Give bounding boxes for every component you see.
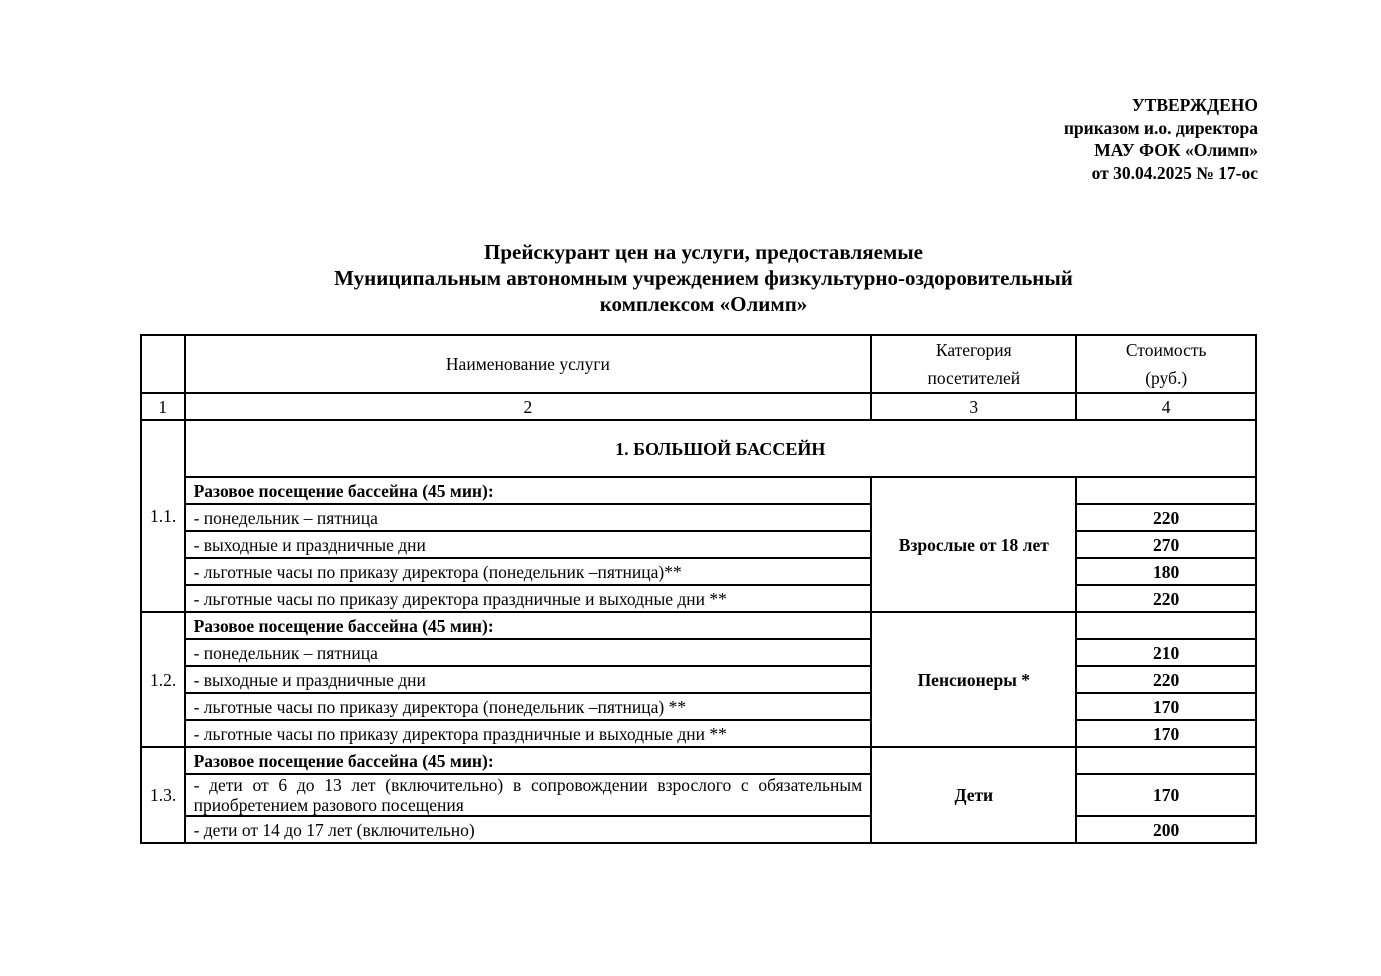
- table-row: [141, 585, 1256, 612]
- header-category-line-2: посетителей: [927, 368, 1021, 388]
- header-cost: [1076, 335, 1256, 393]
- group-category: Дети: [871, 747, 1076, 843]
- table-row: [141, 693, 1256, 720]
- table-row: [141, 639, 1256, 666]
- price-value: 270: [1076, 531, 1256, 558]
- price-cell-empty: [1076, 747, 1256, 774]
- price-value: 210: [1076, 639, 1256, 666]
- header-cost-line-1: Стоимость: [1125, 340, 1207, 360]
- column-number-4: 4: [1076, 393, 1256, 420]
- approval-line-2: приказом и.о. директора: [1063, 117, 1258, 138]
- column-number-2: 2: [185, 393, 872, 420]
- table-row: [141, 504, 1256, 531]
- service-name: - дети от 6 до 13 лет (включительно) в сопровождении взрослого с обязательным приобретением разового посещения: [185, 774, 872, 816]
- title-line-2: Муниципальным автономным учреждением физкультурно-оздоровительный: [334, 266, 1073, 290]
- price-table: [140, 334, 1257, 844]
- column-number-1: 1: [141, 393, 185, 420]
- price-value: 170: [1076, 774, 1256, 816]
- price-value: 220: [1076, 504, 1256, 531]
- service-name: - льготные часы по приказу директора (понедельник –пятница) **: [185, 693, 872, 720]
- table-row: [141, 747, 1256, 774]
- service-name: - понедельник – пятница: [185, 504, 872, 531]
- header-number-cell: [141, 335, 185, 393]
- table-row: [141, 531, 1256, 558]
- table-row: [141, 558, 1256, 585]
- group-number: 1.2.: [141, 612, 185, 747]
- group-heading: Разовое посещение бассейна (45 мин):: [185, 747, 872, 774]
- approval-line-3: МАУ ФОК «Олимп»: [1094, 140, 1258, 160]
- service-name: - льготные часы по приказу директора праздничные и выходные дни **: [185, 720, 872, 747]
- service-name: - понедельник – пятница: [185, 639, 872, 666]
- price-value: 200: [1076, 816, 1256, 843]
- header-service: Наименование услуги: [185, 335, 872, 393]
- approval-line-4: от 30.04.2025 № 17-ос: [1091, 162, 1258, 183]
- title-line-1: Прейскурант цен на услуги, предоставляемые: [483, 240, 923, 264]
- header-category: [871, 335, 1076, 393]
- service-name: - дети от 14 до 17 лет (включительно): [185, 816, 872, 843]
- table-row: [141, 666, 1256, 693]
- price-cell-empty: [1076, 612, 1256, 639]
- service-name: - выходные и праздничные дни: [185, 531, 872, 558]
- price-cell-empty: [1076, 477, 1256, 504]
- group-number: 1.1.: [141, 420, 185, 612]
- group-number: 1.3.: [141, 747, 185, 843]
- service-name: - льготные часы по приказу директора (понедельник –пятница)**: [185, 558, 872, 585]
- title-line-3: комплексом «Олимп»: [599, 292, 808, 316]
- column-number-3: 3: [871, 393, 1076, 420]
- column-number-row: [141, 393, 1256, 420]
- price-value: 170: [1076, 693, 1256, 720]
- price-value: 170: [1076, 720, 1256, 747]
- table-row: [141, 720, 1256, 747]
- group-heading: Разовое посещение бассейна (45 мин):: [185, 477, 872, 504]
- service-name: - льготные часы по приказу директора праздничные и выходные дни **: [185, 585, 872, 612]
- section-row: [141, 420, 1256, 477]
- table-row: [141, 816, 1256, 843]
- table-row: [141, 612, 1256, 639]
- service-name: - выходные и праздничные дни: [185, 666, 872, 693]
- header-category-line-1: Категория: [935, 340, 1012, 360]
- price-value: 220: [1076, 666, 1256, 693]
- section-title: 1. БОЛЬШОЙ БАССЕЙН: [185, 420, 1256, 477]
- table-row: [141, 774, 1256, 816]
- price-value: 180: [1076, 558, 1256, 585]
- group-heading: Разовое посещение бассейна (45 мин):: [185, 612, 872, 639]
- table-row: [141, 477, 1256, 504]
- group-category: Взрослые от 18 лет: [871, 477, 1076, 612]
- group-category: Пенсионеры *: [871, 612, 1076, 747]
- price-value: 220: [1076, 585, 1256, 612]
- approval-line-1: УТВЕРЖДЕНО: [1131, 95, 1258, 115]
- approval-stamp: [1064, 94, 1258, 184]
- table-header-row: [141, 335, 1256, 393]
- header-cost-line-2: (руб.): [1145, 368, 1188, 388]
- document-title: [0, 239, 1381, 317]
